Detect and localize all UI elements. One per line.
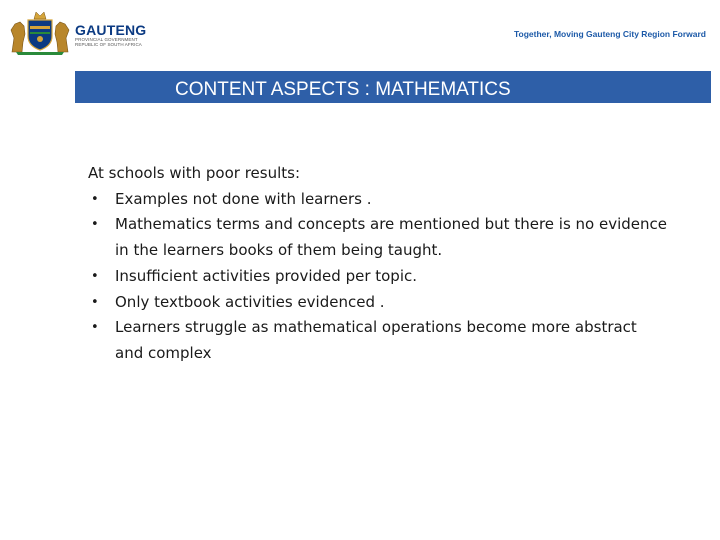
logo-name: GAUTENG	[75, 22, 147, 38]
coat-of-arms-icon	[8, 8, 72, 56]
tagline: Together, Moving Gauteng City Region Forward	[513, 29, 706, 39]
bullet-icon: •	[91, 191, 99, 207]
bullet-text: Examples not done with learners .	[115, 189, 372, 208]
bullet-text: Mathematics terms and concepts are mentioned but there is no evidence in the learners books of them being taught.	[115, 215, 667, 260]
logo-subtitle-2: REPUBLIC OF SOUTH AFRICA	[75, 42, 142, 47]
bullet-text: Only textbook activities evidenced .	[115, 292, 385, 311]
slide-body	[88, 161, 668, 367]
bullet-text: Learners struggle as mathematical operations become more abstract and complex	[115, 318, 637, 362]
list-item	[88, 212, 668, 263]
list-item	[88, 264, 668, 290]
gauteng-logo	[8, 8, 148, 56]
bullet-text: Insufficient activities provided per topic.	[115, 266, 418, 285]
intro-text: At schools with poor results:	[88, 164, 301, 182]
logo-subtitle-1: PROVINCIAL GOVERNMENT	[75, 37, 138, 42]
bullet-icon: •	[91, 268, 99, 284]
bullet-icon: •	[91, 217, 99, 233]
bullet-icon: •	[91, 294, 99, 310]
list-item	[88, 290, 668, 316]
title-bar	[75, 71, 711, 103]
list-item	[88, 187, 668, 213]
slide-title: CONTENT ASPECTS : MATHEMATICS	[175, 79, 511, 100]
list-item	[88, 315, 668, 366]
header	[0, 0, 720, 70]
logo-wordmark	[75, 23, 146, 47]
bullet-list	[88, 187, 668, 367]
bullet-icon: •	[91, 320, 99, 336]
